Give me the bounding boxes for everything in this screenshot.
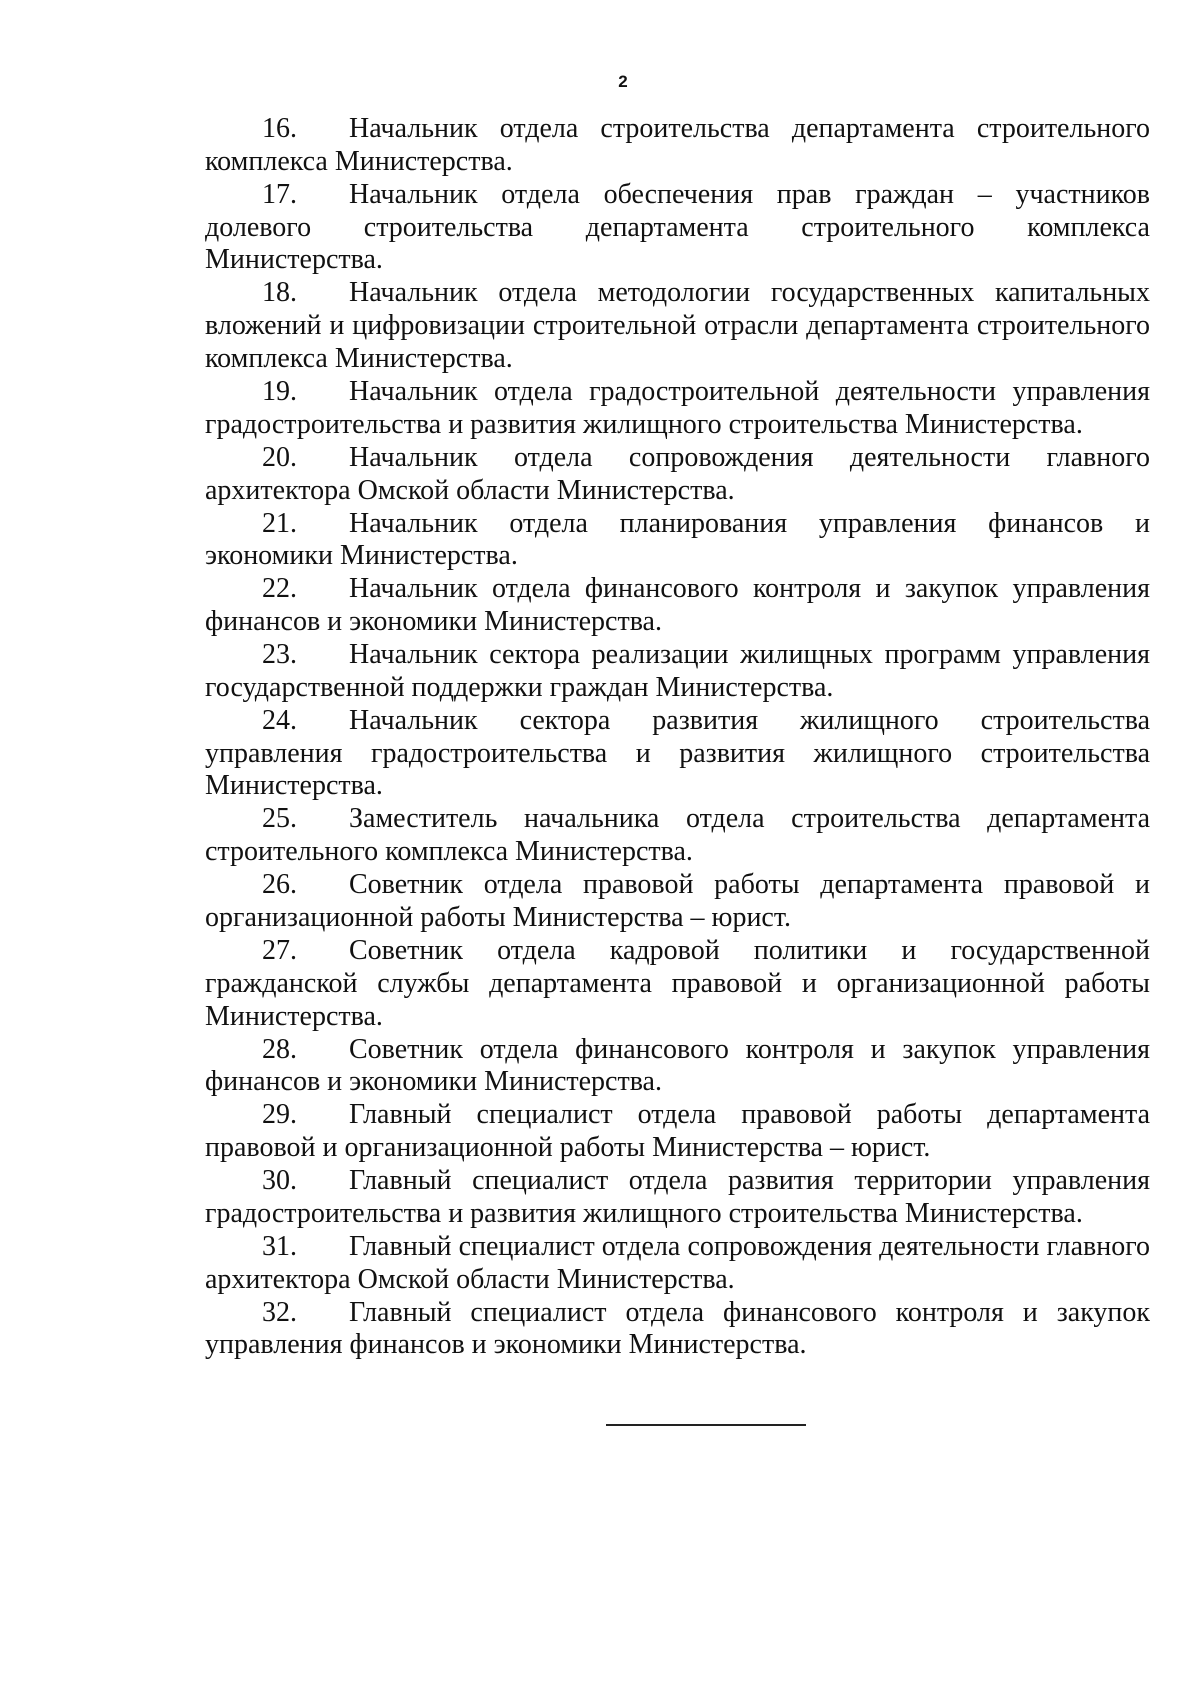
list-item bbox=[205, 277, 1150, 375]
item-number: 24. bbox=[262, 704, 297, 736]
list-item bbox=[205, 573, 1150, 639]
item-text: Начальник сектора развития жилищного строительства управления градостроительства и развития жилищного строительства Министерства. bbox=[205, 704, 1150, 802]
list-item bbox=[205, 935, 1150, 1033]
item-text: Главный специалист отдела сопровождения деятельности главного архитектора Омской области Министерства. bbox=[205, 1230, 1150, 1295]
item-number: 29. bbox=[262, 1099, 297, 1131]
item-number: 26. bbox=[262, 869, 297, 901]
item-number: 19. bbox=[262, 375, 297, 407]
item-text: Начальник сектора реализации жилищных программ управления государственной поддержки граждан Министерства. bbox=[205, 639, 1150, 703]
item-number: 22. bbox=[262, 573, 297, 605]
item-text: Начальник отдела сопровождения деятельности главного архитектора Омской области Министерства. bbox=[205, 441, 1150, 506]
item-text: Начальник отдела методологии государственных капитальных вложений и цифровизации строительной отрасли департамента строительного комплекса Министерства. bbox=[205, 277, 1150, 374]
item-number: 16. bbox=[262, 113, 297, 144]
item-text: Заместитель начальника отдела строительства департамента строительного комплекса Министерства. bbox=[205, 803, 1150, 868]
item-number: 28. bbox=[262, 1033, 297, 1065]
list-item bbox=[205, 1297, 1150, 1363]
list-item bbox=[205, 376, 1150, 442]
page-number: 2 bbox=[618, 72, 628, 91]
item-number: 27. bbox=[262, 934, 297, 966]
item-text: Советник отдела финансового контроля и закупок управления финансов и экономики Министерства. bbox=[205, 1033, 1150, 1098]
list-item bbox=[205, 1034, 1150, 1100]
item-number: 25. bbox=[262, 803, 297, 835]
item-number: 30. bbox=[262, 1165, 297, 1197]
item-number: 31. bbox=[262, 1230, 297, 1262]
item-text: Главный специалист отдела финансового контроля и закупок управления финансов и экономики Министерства. bbox=[205, 1296, 1150, 1361]
item-number: 21. bbox=[262, 507, 297, 539]
list-item bbox=[205, 869, 1150, 935]
list-item bbox=[205, 179, 1150, 277]
item-text: Начальник отдела градостроительной деятельности управления градостроительства и развития жилищного строительства Министерства. bbox=[205, 375, 1150, 440]
item-number: 20. bbox=[262, 441, 297, 473]
closing-rule bbox=[606, 1424, 806, 1426]
item-text: Главный специалист отдела правовой работы департамента правовой и организационной работы Министерства – юрист. bbox=[205, 1099, 1150, 1164]
list-item bbox=[205, 442, 1150, 508]
item-number: 18. bbox=[262, 277, 297, 309]
item-text: Начальник отдела строительства департамента строительного комплекса Министерства. bbox=[205, 113, 1150, 177]
list-item bbox=[205, 113, 1150, 179]
item-text: Главный специалист отдела развития территории управления градостроительства и развития жилищного строительства Министерства. bbox=[205, 1165, 1150, 1229]
list-item bbox=[205, 803, 1150, 869]
item-text: Начальник отдела планирования управления финансов и экономики Министерства. bbox=[205, 507, 1150, 572]
list-item bbox=[205, 1099, 1150, 1165]
item-text: Советник отдела правовой работы департамента правовой и организационной работы Министерства – юрист. bbox=[205, 869, 1150, 933]
item-text: Начальник отдела обеспечения прав граждан – участников долевого строительства департамента строительного комплекса Министерства. bbox=[205, 178, 1150, 276]
list-item bbox=[205, 639, 1150, 705]
item-number: 32. bbox=[262, 1296, 297, 1328]
item-number: 17. bbox=[262, 178, 297, 210]
list-item bbox=[205, 508, 1150, 574]
list-item bbox=[205, 1231, 1150, 1297]
item-list bbox=[205, 113, 1150, 1362]
list-item bbox=[205, 705, 1150, 803]
item-number: 23. bbox=[262, 639, 297, 671]
item-text: Советник отдела кадровой политики и государственной гражданской службы департамента правовой и организационной работы Министерства. bbox=[205, 934, 1150, 1032]
item-text: Начальник отдела финансового контроля и закупок управления финансов и экономики Министерства. bbox=[205, 573, 1150, 638]
list-item bbox=[205, 1165, 1150, 1231]
